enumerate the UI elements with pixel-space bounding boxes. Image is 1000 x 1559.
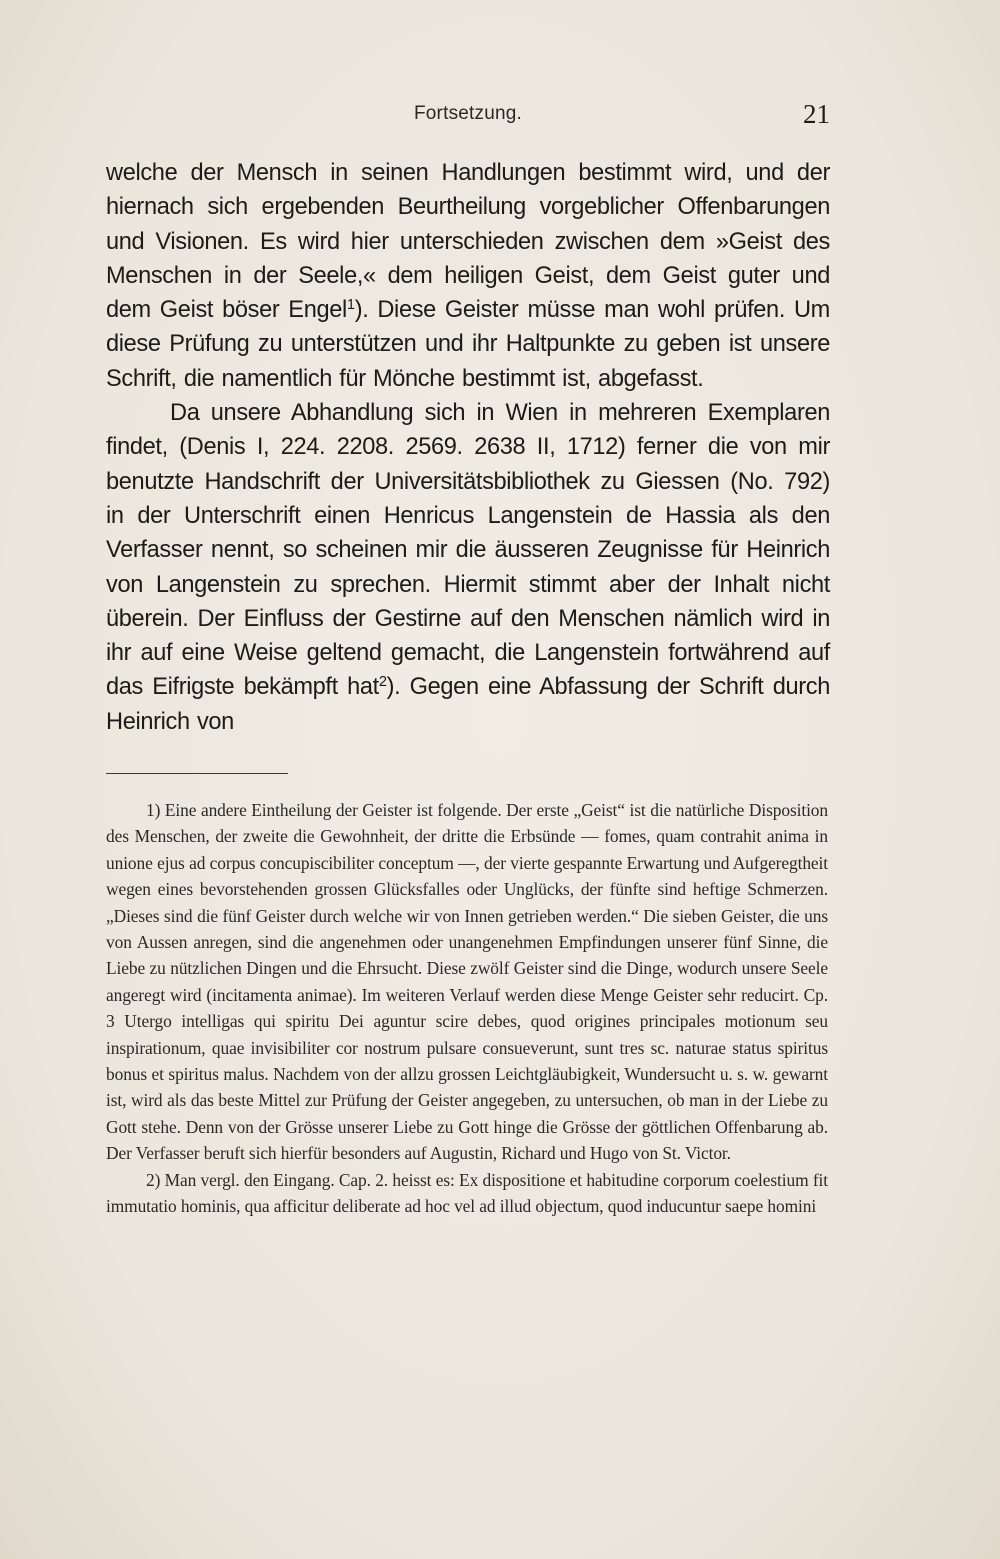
running-title: Fortsetzung. — [413, 103, 522, 124]
footnote-1: 1) Eine andere Eintheilung der Geister ist folgende. Der erste „Geist“ ist die natürliche Disposition des Menschen, der zweite die Gewohnheit, der dritte die Erbsünde — fomes, quam contrahit anima in unione ejus ad corpus concupiscibiliter conceptum —, der vierte gespannte Erwartung und Aufgeregtheit wegen eines bevorstehenden grossen Glücksfalles oder Unglücks, der fünfte sind heftige Schmerzen. „Dieses sind die fünf Geister durch welche wir von Innen getrieben werden.“ Die sieben Geister, die uns von Aussen anregen, sind die angenehmen oder unangenehmen Empfindungen unserer fünf Sinne, die Liebe zu nützlichen Dingen und die Ehrsucht. Diese zwölf Geister sind die Dinge, wodurch unsere Seele angeregt wird (incitamenta animae). Im weiteren Verlauf werden diese Menge Geister sehr reducirt. Cp. 3 Utergo intelligas qui spiritu Dei aguntur scire debes, quod origines principales motionum seu inspirationum, quae invisibiliter cor nostrum pulsare consueverunt, sunt tres sc. naturae status spiritus bonus et spiritus malus. Nachdem von der allzu grossen Leichtgläubigkeit, Wundersucht u. s. w. gewarnt ist, wird als das beste Mittel zur Prüfung der Geister angegeben, zu untersuchen, ob man in der Liebe zu Gott stehe. Denn von der Grösse unserer Liebe zu Gott hinge die Grösse der göttlichen Offenbarung ab. Der Verfasser beruft sich hierfür besonders auf Augustin, Richard und Hugo von St. Victor. — [106, 800, 828, 1164]
paragraph-1-text-a: welche der Mensch in seinen Handlungen bestimmt wird, und der hiernach sich ergebenden Beurtheilung vorgeblicher Offenbarungen und Visionen. Es wird hier unterschieden zwischen dem »Geist des Menschen in der Seele,« dem heiligen Geist, dem Geist guter und dem Geist böser Engel — [106, 160, 830, 324]
paragraph-1 — [106, 156, 830, 396]
running-header — [106, 99, 830, 133]
paragraph-1-text-b: ). Diese Geister müsse man wohl prüfen. Um diese Prüfung zu unterstützen und ihr Haltpunkte zu geben ist unsere Schrift, die namentlich für Mönche bestimmt ist, abgefasst. — [106, 297, 830, 392]
footnotes — [106, 797, 828, 1220]
footnote-2: 2) Man vergl. den Eingang. Cap. 2. heisst es: Ex dispositione et habitudine corporum coelestium fit immutatio hominis, qua afficitur deliberate ad hoc vel ad illud objectum, quod inducuntur saepe homini — [106, 1169, 828, 1217]
paragraph-2 — [106, 396, 830, 739]
paragraph-2-text-a: Da unsere Abhandlung sich in Wien in mehreren Exemplaren findet, (Denis I, 224. 2208. 2569. 2638 II, 1712) ferner die von mir benutzte Handschrift der Universitätsbibliothek zu Giessen (No. 792) in der Unterschrift einen Henricus Langenstein de Hassia als den Verfasser nennt, so scheinen mir die äusseren Zeugnisse für Heinrich von Langenstein zu sprechen. Hiermit stimmt aber der Inhalt nicht überein. Der Einfluss der Gestirne auf den Menschen nämlich wird in ihr auf eine Weise geltend gemacht, die Langenstein fortwährend auf das Eifrigste bekämpft hat — [106, 400, 830, 701]
footnote-ref-1: 1 — [346, 297, 355, 314]
footnote-ref-2: 2 — [378, 674, 387, 691]
page-number: 21 — [803, 99, 830, 129]
paragraph-2-text-b: ). Gegen eine Abfassung der Schrift durch Heinrich von — [106, 674, 831, 735]
main-text — [106, 156, 830, 739]
footnote-separator — [106, 773, 288, 774]
